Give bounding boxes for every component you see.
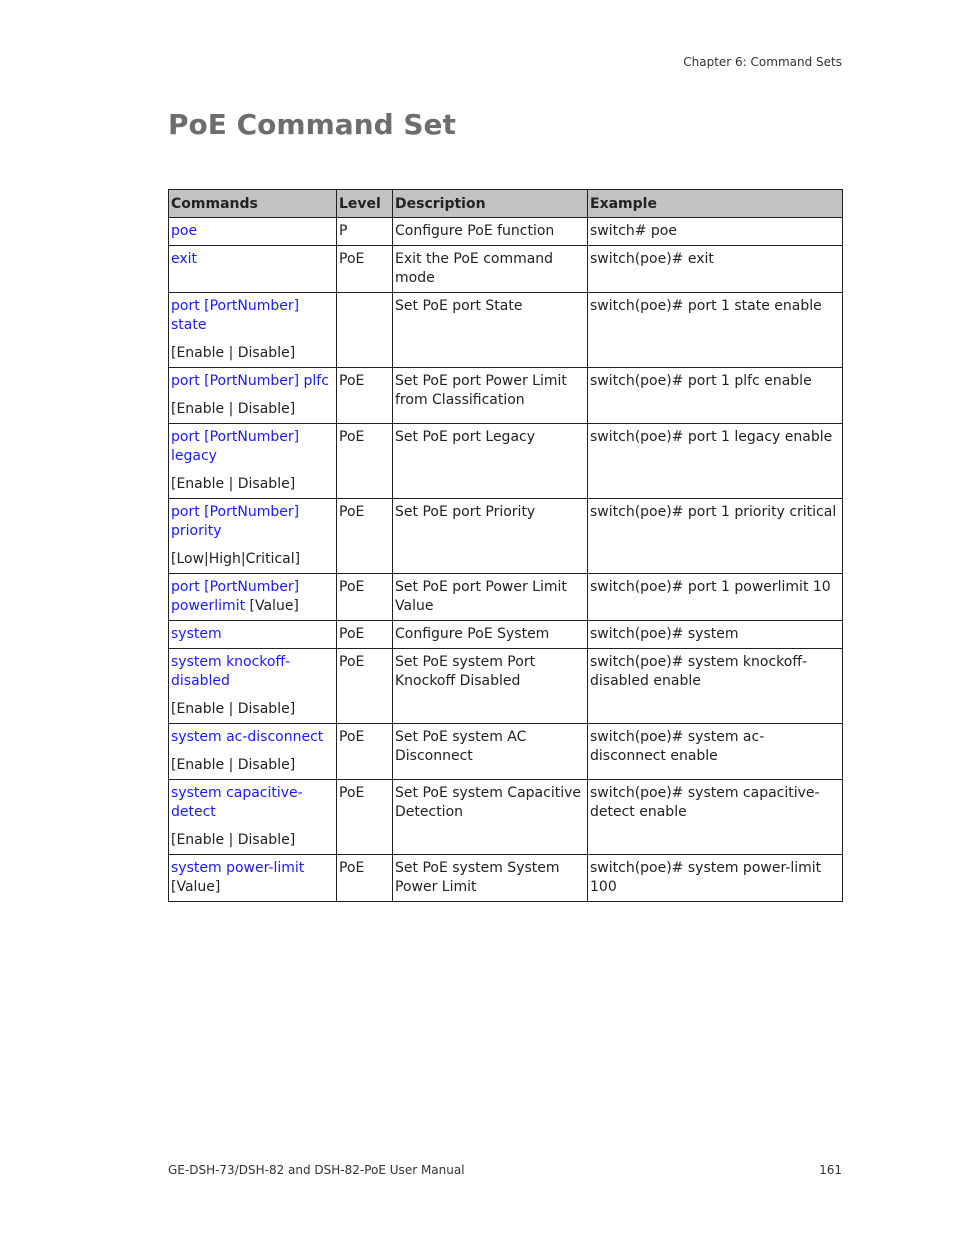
command-arg: [Enable | Disable] <box>171 701 296 717</box>
command-arg: [Enable | Disable] <box>171 757 296 773</box>
command-arg: [Enable | Disable] <box>171 401 296 417</box>
example-cell: switch(poe)# exit <box>588 246 843 293</box>
example-cell: switch# poe <box>588 218 843 246</box>
command-cell <box>169 621 337 649</box>
example-cell: switch(poe)# system capacitive-detect enable <box>588 780 843 855</box>
command-link[interactable]: port [PortNumber] plfc <box>171 373 329 389</box>
example-cell: switch(poe)# port 1 priority critical <box>588 499 843 574</box>
table-row <box>169 574 843 621</box>
description-cell: Set PoE port Legacy <box>393 424 588 499</box>
description-cell: Exit the PoE command mode <box>393 246 588 293</box>
example-cell: switch(poe)# system knockoff-disabled enable <box>588 649 843 724</box>
table-row <box>169 246 843 293</box>
column-header-commands: Commands <box>169 190 337 218</box>
level-cell: PoE <box>337 855 393 902</box>
page-number: 161 <box>819 1163 842 1177</box>
description-cell: Set PoE system Port Knockoff Disabled <box>393 649 588 724</box>
command-link[interactable]: system capacitive-detect <box>171 785 303 820</box>
description-cell: Set PoE port Priority <box>393 499 588 574</box>
command-arg: [Low|High|Critical] <box>171 551 301 567</box>
description-cell: Set PoE port State <box>393 293 588 368</box>
table-header-row <box>169 190 843 218</box>
command-cell <box>169 424 337 499</box>
command-cell <box>169 293 337 368</box>
table-body <box>169 218 843 902</box>
command-link[interactable]: port [PortNumber] priority <box>171 504 300 539</box>
example-cell: switch(poe)# port 1 plfc enable <box>588 368 843 424</box>
table-row <box>169 621 843 649</box>
level-cell: PoE <box>337 368 393 424</box>
level-cell: PoE <box>337 424 393 499</box>
command-cell <box>169 724 337 780</box>
example-cell: switch(poe)# port 1 legacy enable <box>588 424 843 499</box>
command-link[interactable]: system ac-disconnect <box>171 729 324 745</box>
table-row <box>169 649 843 724</box>
example-cell: switch(poe)# port 1 state enable <box>588 293 843 368</box>
description-cell: Set PoE system AC Disconnect <box>393 724 588 780</box>
page-title: PoE Command Set <box>168 108 456 141</box>
chapter-header: Chapter 6: Command Sets <box>683 55 842 69</box>
table-row <box>169 218 843 246</box>
command-cell <box>169 574 337 621</box>
command-arg: [Value] <box>171 879 221 895</box>
table-row <box>169 724 843 780</box>
description-cell: Configure PoE System <box>393 621 588 649</box>
table-row <box>169 780 843 855</box>
level-cell: PoE <box>337 246 393 293</box>
table-row <box>169 424 843 499</box>
command-cell <box>169 780 337 855</box>
level-cell: PoE <box>337 574 393 621</box>
column-header-description: Description <box>393 190 588 218</box>
table-row <box>169 368 843 424</box>
level-cell: PoE <box>337 621 393 649</box>
command-link[interactable]: system knockoff-disabled <box>171 654 291 689</box>
level-cell: PoE <box>337 649 393 724</box>
example-cell: switch(poe)# port 1 powerlimit 10 <box>588 574 843 621</box>
command-link[interactable]: poe <box>171 223 198 239</box>
command-cell <box>169 855 337 902</box>
command-cell <box>169 246 337 293</box>
command-cell <box>169 368 337 424</box>
table-row <box>169 293 843 368</box>
column-header-level: Level <box>337 190 393 218</box>
description-cell: Set PoE system System Power Limit <box>393 855 588 902</box>
command-link[interactable]: port [PortNumber] state <box>171 298 300 333</box>
footer-manual-title: GE-DSH-73/DSH-82 and DSH-82-PoE User Manual <box>168 1163 465 1177</box>
command-cell <box>169 499 337 574</box>
command-arg: [Enable | Disable] <box>171 832 296 848</box>
command-cell <box>169 649 337 724</box>
command-link[interactable]: port [PortNumber] powerlimit <box>171 579 300 614</box>
command-link[interactable]: system <box>171 626 222 642</box>
command-table <box>168 189 843 902</box>
command-cell <box>169 218 337 246</box>
command-link[interactable]: system power-limit <box>171 860 305 876</box>
level-cell: PoE <box>337 724 393 780</box>
description-cell: Set PoE port Power Limit from Classification <box>393 368 588 424</box>
command-link[interactable]: port [PortNumber] legacy <box>171 429 300 464</box>
level-cell: PoE <box>337 499 393 574</box>
example-cell: switch(poe)# system <box>588 621 843 649</box>
description-cell: Configure PoE function <box>393 218 588 246</box>
table-row <box>169 499 843 574</box>
description-cell: Set PoE port Power Limit Value <box>393 574 588 621</box>
level-cell: PoE <box>337 780 393 855</box>
command-arg: [Enable | Disable] <box>171 476 296 492</box>
example-cell: switch(poe)# system ac-disconnect enable <box>588 724 843 780</box>
column-header-example: Example <box>588 190 843 218</box>
command-link[interactable]: exit <box>171 251 198 267</box>
example-cell: switch(poe)# system power-limit 100 <box>588 855 843 902</box>
level-cell <box>337 293 393 368</box>
level-cell: P <box>337 218 393 246</box>
description-cell: Set PoE system Capacitive Detection <box>393 780 588 855</box>
table-row <box>169 855 843 902</box>
command-inline-arg: [Value] <box>245 598 299 614</box>
command-arg: [Enable | Disable] <box>171 345 296 361</box>
